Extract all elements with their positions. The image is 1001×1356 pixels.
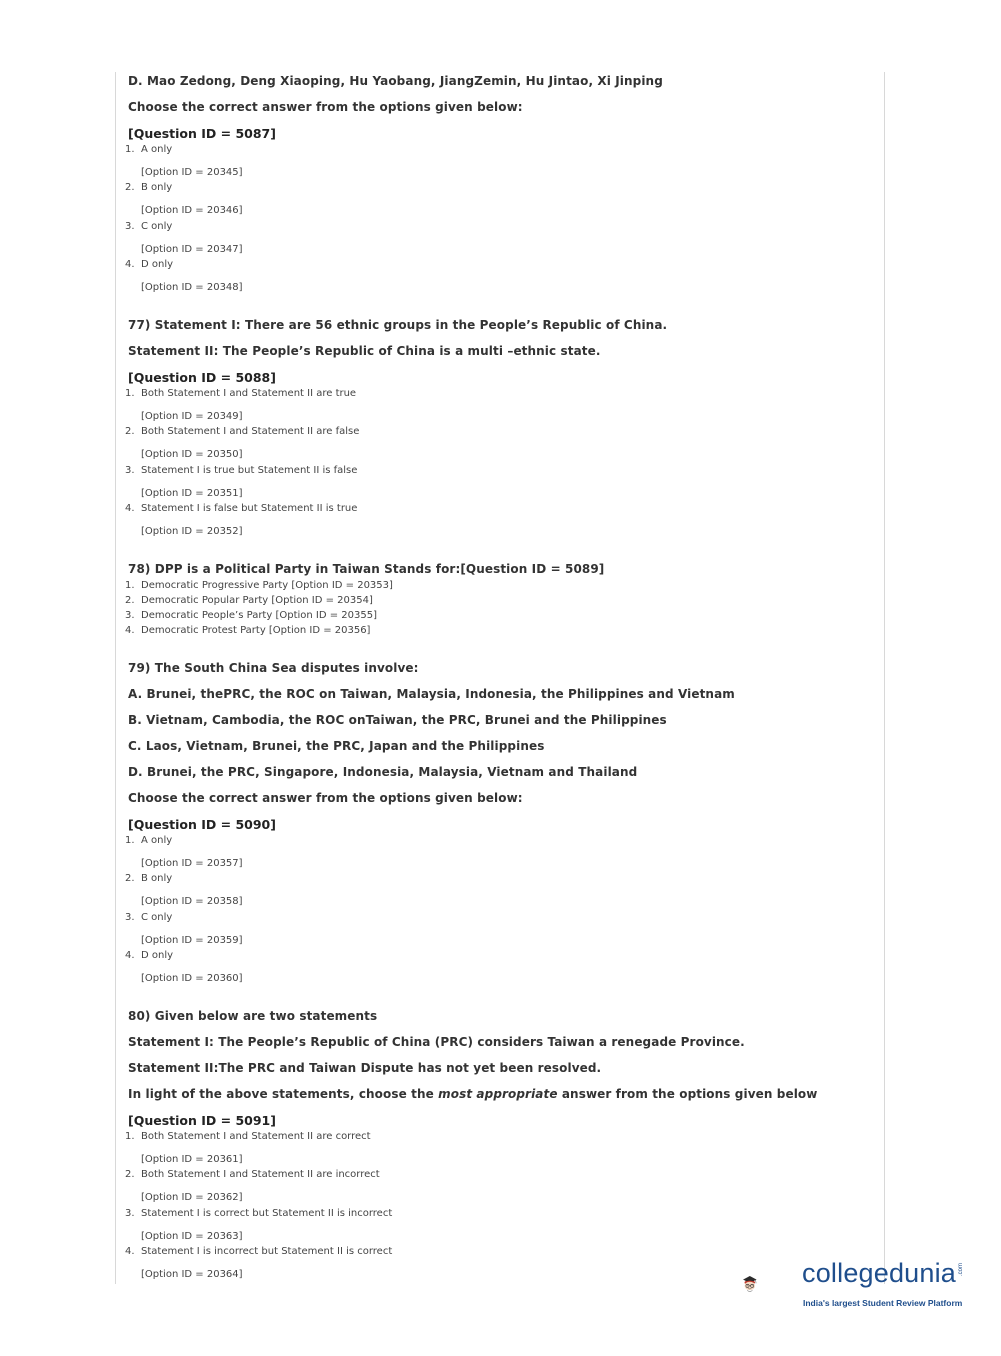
q78-option-3: 3. Democratic People’s Party [Option ID = 20355] (125, 610, 378, 621)
q80-option-1: 1. Both Statement I and Statement II are correct (125, 1131, 371, 1142)
q78-option-1: 1. Democratic Progressive Party [Option ID = 20353] (125, 580, 393, 591)
right-margin-line (884, 72, 885, 1284)
q80-option-1-id: [Option ID = 20361] (141, 1154, 243, 1165)
collegedunia-mascot-icon (742, 1248, 802, 1318)
q79-option-4-id: [Option ID = 20360] (141, 973, 243, 984)
q77-option-1-id: [Option ID = 20349] (141, 411, 243, 422)
q80-option-2: 2. Both Statement I and Statement II are incorrect (125, 1169, 380, 1180)
q76-option-4: 4. D only (125, 259, 174, 270)
q80-option-3-id: [Option ID = 20363] (141, 1231, 243, 1242)
q80-option-4: 4. Statement I is incorrect but Statement II is correct (125, 1246, 393, 1257)
q76-option-4-id: [Option ID = 20348] (141, 282, 243, 293)
q76-instruction: Choose the correct answer from the options given below: (128, 100, 523, 114)
q79-option-4: 4. D only (125, 950, 174, 961)
q79-question-id: [Question ID = 5090] (128, 817, 276, 832)
q80-question: 80) Given below are two statements (128, 1009, 378, 1023)
q79-option-a: A. Brunei, thePRC, the ROC on Taiwan, Malaysia, Indonesia, the Philippines and Vietnam (128, 687, 735, 701)
q79-option-3: 3. C only (125, 912, 173, 923)
q76-option-3-id: [Option ID = 20347] (141, 244, 243, 255)
q80-option-4-id: [Option ID = 20364] (141, 1269, 243, 1280)
q79-option-1: 1. A only (125, 835, 173, 846)
q77-option-2-id: [Option ID = 20350] (141, 449, 243, 460)
q76-option-3: 3. C only (125, 221, 173, 232)
q80-option-2-id: [Option ID = 20362] (141, 1192, 243, 1203)
q79-option-c: C. Laos, Vietnam, Brunei, the PRC, Japan and the Philippines (128, 739, 545, 753)
q79-option-2-id: [Option ID = 20358] (141, 896, 243, 907)
q78-option-2: 2. Democratic Popular Party [Option ID = 20354] (125, 595, 373, 606)
q78-option-4: 4. Democratic Protest Party [Option ID = 20356] (125, 625, 371, 636)
q79-option-b: B. Vietnam, Cambodia, the ROC onTaiwan, the PRC, Brunei and the Philippines (128, 713, 667, 727)
q80-question-id: [Question ID = 5091] (128, 1113, 276, 1128)
q76-question-id: [Question ID = 5087] (128, 126, 276, 141)
q79-instruction: Choose the correct answer from the options given below: (128, 791, 523, 805)
q77-statement-2: Statement II: The People’s Republic of China is a multi –ethnic state. (128, 344, 601, 358)
q79-question: 79) The South China Sea disputes involve: (128, 661, 419, 675)
q80-statement-2: Statement II:The PRC and Taiwan Dispute has not yet been resolved. (128, 1061, 602, 1075)
q80-statement-1: Statement I: The People’s Republic of China (PRC) considers Taiwan a renegade Province. (128, 1035, 745, 1049)
q79-option-3-id: [Option ID = 20359] (141, 935, 243, 946)
q77-question-id: [Question ID = 5088] (128, 370, 276, 385)
q76-option-1-id: [Option ID = 20345] (141, 167, 243, 178)
q79-option-1-id: [Option ID = 20357] (141, 858, 243, 869)
q76-option-2-id: [Option ID = 20346] (141, 205, 243, 216)
q77-option-4: 4. Statement I is false but Statement II is true (125, 503, 358, 514)
q77-statement-1: 77) Statement I: There are 56 ethnic groups in the People’s Republic of China. (128, 318, 668, 332)
q76-option-2: 2. B only (125, 182, 173, 193)
q77-option-3-id: [Option ID = 20351] (141, 488, 243, 499)
q79-option-2: 2. B only (125, 873, 173, 884)
brand-suffix: .com (958, 1262, 964, 1276)
q77-option-2: 2. Both Statement I and Statement II are false (125, 426, 360, 437)
brand-name: collegedunia (802, 1258, 957, 1288)
q76-option-d: D. Mao Zedong, Deng Xiaoping, Hu Yaobang, JiangZemin, Hu Jintao, Xi Jinping (128, 74, 663, 88)
q77-option-4-id: [Option ID = 20352] (141, 526, 243, 537)
q76-option-1: 1. A only (125, 144, 173, 155)
brand-tagline: India's largest Student Review Platform (803, 1298, 963, 1308)
q77-option-1: 1. Both Statement I and Statement II are true (125, 388, 357, 399)
q80-instruction: In light of the above statements, choose the most appropriate answer from the options given below (128, 1087, 818, 1101)
left-margin-line (115, 72, 116, 1284)
q78-question: 78) DPP is a Political Party in Taiwan Stands for:[Question ID = 5089] (128, 562, 605, 576)
q80-option-3: 3. Statement I is correct but Statement II is incorrect (125, 1208, 393, 1219)
q79-option-d: D. Brunei, the PRC, Singapore, Indonesia, Malaysia, Vietnam and Thailand (128, 765, 638, 779)
q77-option-3: 3. Statement I is true but Statement II is false (125, 465, 358, 476)
